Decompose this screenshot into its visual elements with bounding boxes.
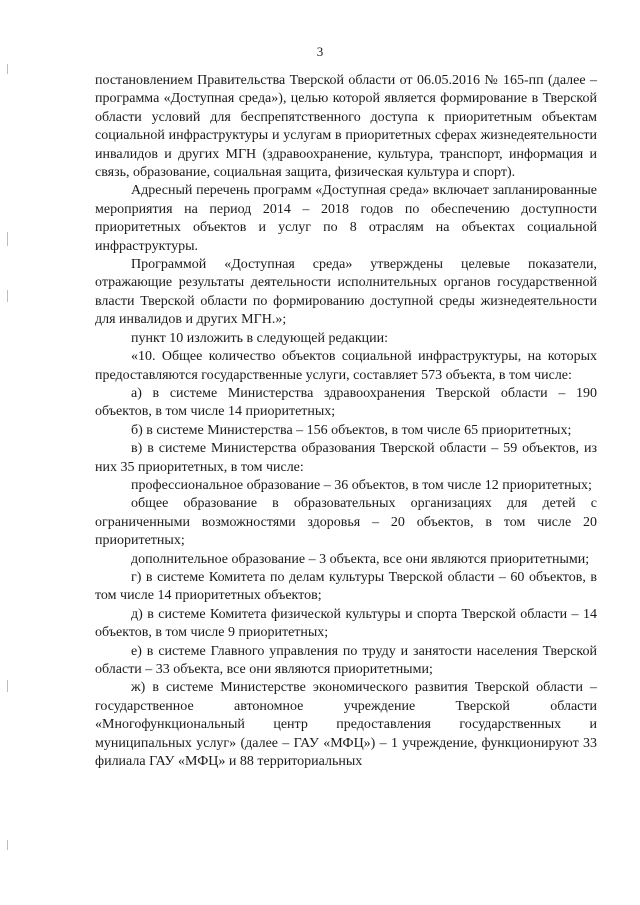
paragraph: постановлением Правительства Тверской области от 06.05.2016 № 165-пп (далее – программа «Доступная среда»), целью которой является формирование в Тверской области условий для беспрепятственного доступа к приоритетным объектам социальной инфраструктуры и услугам в приоритетных сферах жизнедеятельности инвалидов и других МГН (здравоохранение, культура, транспорт, информация и связь, образование, социальная защита, физическая культура и спорт). [95,73,597,181]
list-item: профессиональное образование – 36 объектов, в том числе 12 приоритетных; [131,477,592,493]
page-number: 3 [316,44,324,59]
paragraph: «10. Общее количество объектов социальной инфраструктуры, на которых предоставляются государственные услуги, составляет 573 объекта, в том числе: [95,349,597,383]
list-item: а) в системе Министерства здравоохранения Тверской области – 190 объектов, в том числе 14 приоритетных; [95,385,597,420]
list-item: г) в системе Комитета по делам культуры Тверской области – 60 объектов, в том числе 14 приоритетных объектов; [95,569,597,604]
list-item: ж) в системе Министерстве экономического развития Тверской области – государственное автономное учреждение Тверской области «Многофункциональный центр предоставления государственных и муниципальных услуг» (далее – ГАУ «МФЦ») – 1 учреждение, функционируют 33 филиала ГАУ «МФЦ» и 88 территориальных [95,680,597,770]
paragraph: Адресный перечень программ «Доступная среда» включает запланированные мероприятия на период 2014 – 2018 годов по обеспечению доступности приоритетных объектов и услуг по 8 отраслям на объектах социальной инфраструктуры. [95,183,597,254]
scan-edge-mark [7,64,8,74]
scan-edge-mark [7,680,8,692]
scan-edge-mark [7,840,8,850]
paragraph: пункт 10 изложить в следующей редакции: [131,330,388,346]
list-item: е) в системе Главного управления по труду и занятости населения Тверской области – 33 объекта, все они являются приоритетными; [95,643,597,677]
list-item: б) в системе Министерства – 156 объектов, в том числе 65 приоритетных; [131,422,572,438]
scan-edge-mark [7,232,8,246]
document-body [95,72,597,771]
list-item: дополнительное образование – 3 объекта, все они являются приоритетными; [131,551,590,567]
list-item: в) в системе Министерства образования Тверской области – 59 объектов, из них 35 приоритетных, в том числе: [95,441,597,475]
paragraph: Программой «Доступная среда» утверждены целевые показатели, отражающие результаты деятельности исполнительных органов государственной власти Тверской области по формированию доступной среды жизнедеятельности для инвалидов и других МГН.»; [95,257,597,328]
list-item: общее образование в образовательных организациях для детей с ограниченными возможностями здоровья – 20 объектов, в том числе 20 приоритетных; [95,496,597,549]
list-item: д) в системе Комитета физической культуры и спорта Тверской области – 14 объектов, в том числе 9 приоритетных; [95,606,597,641]
scan-edge-mark [7,290,8,302]
